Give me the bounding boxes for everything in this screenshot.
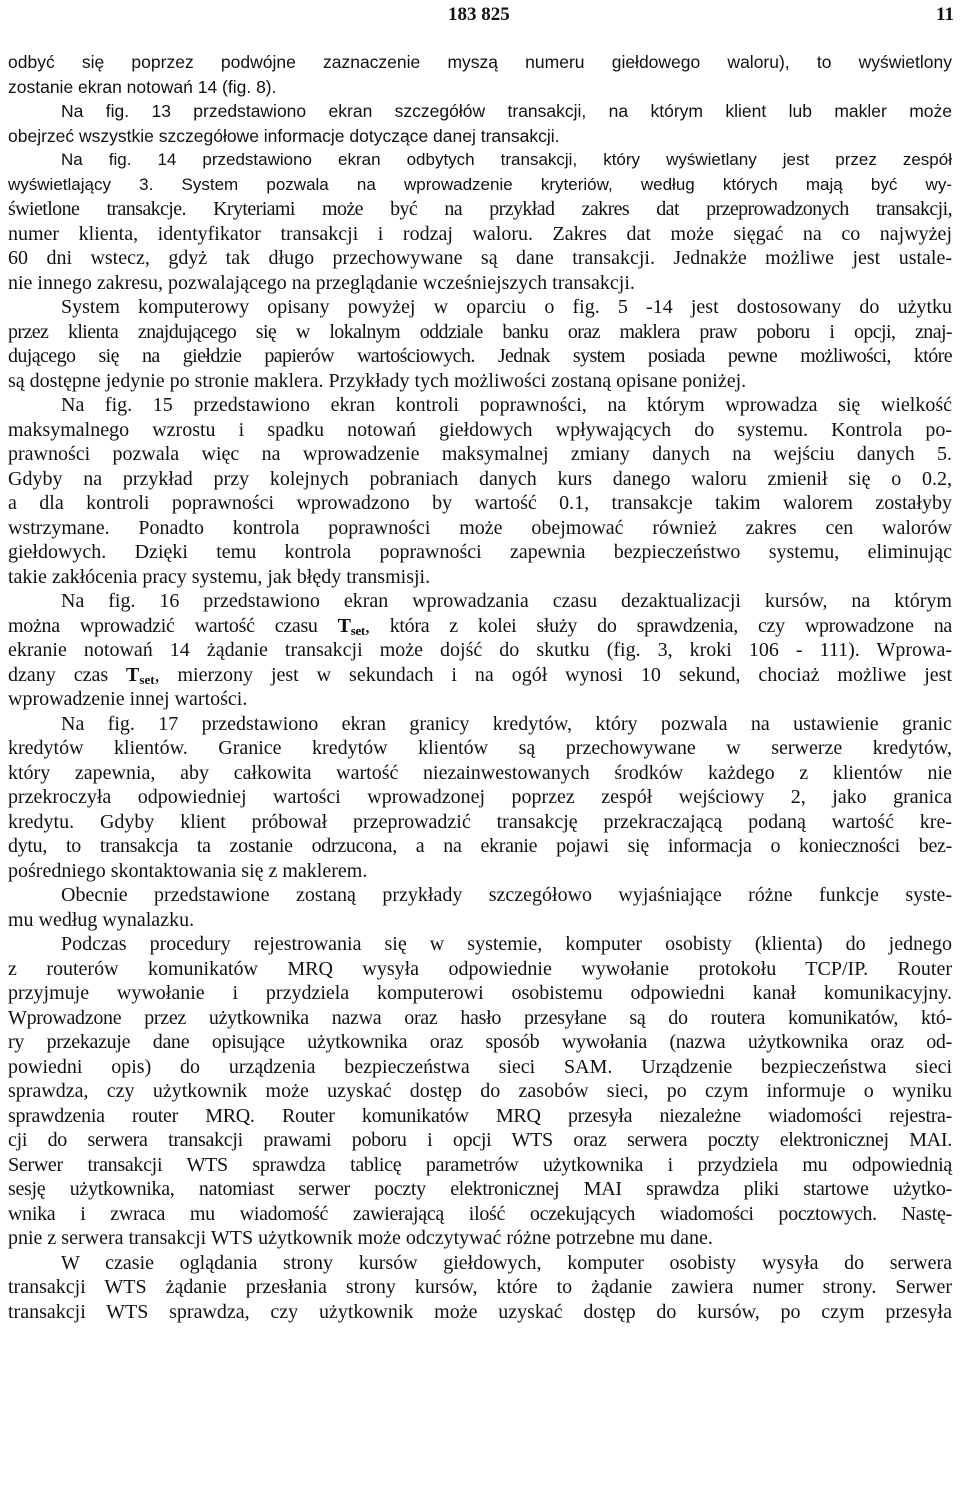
t-set-symbol: T [337,614,351,637]
t-set-symbol: T [126,663,140,686]
text-line: przyjmuje wywołanie i przydziela komputerowi osobistemu odpowiedni kanał komunikacyjny. [8,982,952,1004]
text-line: z routerów komunikatów MRQ wysyła odpowiednie wywołanie protokołu TCP/IP. Router [8,957,952,980]
text-line: dytu, to transakcja ta zostanie odrzucona, a na ekranie pojawi się informacja o konieczności bez- [8,835,952,857]
text-fragment: można wprowadzić wartość czasu [8,614,338,637]
text-line: sesję użytkownika, natomiast serwer poczty elektronicznej MAI sprawdza pliki startowe użytko- [8,1178,952,1200]
text-line: obejrzeć wszystkie szczegółowe informacje dotyczące danej transakcji. [8,125,560,146]
text-line: System komputerowy opisany powyżej w oparciu o fig. 5 -14 jest dostosowany do użytku [61,296,952,318]
text-line: są dostępne jedynie po stronie maklera. Przykłady tych możliwości zostaną opisane poniżej. [8,369,747,392]
text-line: Podczas procedury rejestrowania się w systemie, komputer osobisty (klienta) do jednego [61,933,952,955]
text-line: wyświetlający 3. System pozwala na wprowadzenie kryteriów, według których mają być wy- [8,174,952,194]
text-line: 60 dni wstecz, gdyż tak długo przechowywane są dane transakcji. Jednakże możliwe jest ustale- [8,247,952,269]
text-line: maksymalnego wzrostu i spadku notowań giełdowych wpływających do systemu. Kontrola po- [8,418,952,441]
text-line: Na fig. 14 przedstawiono ekran odbytych transakcji, który wyświetlany jest przez zespół [61,150,952,169]
text-fragment: , mierzony jest w sekundach i na ogół wynosi 10 sekund, chociaż możliwe jest [154,663,953,686]
t-set-subscript: set [139,671,155,687]
text-line: dującego się na giełdzie papierów wartościowych. Jednak system posiada pewne możliwości, które [8,345,952,367]
text-fragment: , która z kolei służy do sprawdzenia, czy wprowadzone na [364,614,953,637]
text-line: zostanie ekran notowań 14 (fig. 8). [8,76,277,97]
text-line: cji do serwera transakcji prawami poboru i opcji WTS oraz serwera poczty elektronicznej MAI. [8,1129,952,1151]
text-line: odbyć się poprzez podwójne zaznaczenie myszą numeru giełdowego waloru), to wyświetlony [8,52,952,72]
text-line: kredytów klientów. Granice kredytów klientów są przechowywane w serwerze kredytów, [8,737,952,759]
text-line: pośredniego skontaktowania się z maklerem. [8,859,368,882]
text-line: Serwer transakcji WTS sprawdza tablicę parametrów użytkownika i przydziela mu odpowiednią [8,1153,952,1176]
page-header [0,2,960,30]
text-line: przekroczyła odpowiedniej wartości wprowadzonej poprzez zespół wejściowy 2, jako granica [8,786,952,808]
text-line: wstrzymane. Ponadto kontrola poprawności może obejmować również zakres cen walorów [8,516,952,539]
text-line [8,663,952,688]
text-line: Gdyby na przykład przy kolejnych pobraniach danych kurs danego waloru zmienił się o 0.2, [8,467,952,490]
text-line: a dla kontroli poprawności wprowadzono by wartość 0.1, transakcje takim walorem zostałyby [8,492,952,514]
text-line: Na fig. 16 przedstawiono ekran wprowadzania czasu dezaktualizacji kursów, na którym [61,590,952,612]
text-line: powiedni opis) do urządzenia bezpieczeństwa sieci SAM. Urządzenie bezpieczeństwa sieci [8,1055,952,1078]
text-line: Wprowadzone przez użytkownika nazwa oraz hasło przesyłane są do routera komunikatów, któ- [8,1006,952,1029]
text-fragment: dzany czas [8,663,127,686]
text-line: numer klienta, identyfikator transakcji i rodzaj waloru. Zakres dat może sięgać na co najwyżej [8,222,952,245]
text-line: kredytu. Gdyby klient próbował przeprowadzić transakcję przekraczającą podaną wartość kre- [8,810,952,833]
text-line: ry przekazuje dane opisujące użytkownika oraz sposób wywołania (nazwa użytkownika oraz od- [8,1031,952,1053]
text-line: nie innego zakresu, pozwalającego na przeglądanie wcześniejszych transakcji. [8,271,635,294]
text-line: Na fig. 15 przedstawiono ekran kontroli poprawności, na którym wprowadza się wielkość [61,394,952,416]
text-line: W czasie oglądania strony kursów giełdowych, komputer osobisty wysyła do serwera [61,1251,952,1274]
t-set-subscript: set [350,622,365,638]
text-line: Na fig. 13 przedstawiono ekran szczegółów transakcji, na którym klient lub makler może [61,101,952,121]
page-number: 11 [936,4,954,25]
text-line: mu według wynalazku. [8,908,195,931]
text-line: transakcji WTS żądanie przesłania strony kursów, które to żądanie zawiera numer strony. Serwer [8,1276,952,1298]
text-line: wprowadzenie innej wartości. [8,688,248,710]
text-line: wnika i zwraca mu wiadomość zawierającą ilość oczekujących wiadomości pocztowych. Nastę- [8,1202,952,1225]
text-line: świetlone transakcje. Kryteriami może być na przykład zakres dat przeprowadzonych transakcji, [8,198,952,220]
body-text [8,50,952,1324]
patent-number: 183 825 [448,4,510,25]
text-line: transakcji WTS sprawdza, czy użytkownik może uzyskać dostęp do kursów, po czym przesyła [8,1300,952,1323]
text-line: przez klienta znajdującego się w lokalnym oddziale banku oraz maklera praw poboru i opcji, znaj- [8,320,952,343]
text-line: sprawdzenia router MRQ. Router komunikatów MRQ przesyła niezależne wiadomości rejestra- [8,1104,952,1127]
text-line: który zapewnia, aby całkowita wartość niezainwestowanych środków każdego z klientów nie [8,761,952,784]
text-line: ekranie notowań 14 żądanie transakcji może dojść do skutku (fig. 3, kroki 106 - 111). Wprowa- [8,639,952,661]
text-line: takie zakłócenia pracy systemu, jak błędy transmisji. [8,565,431,588]
text-line [8,614,952,639]
text-line: giełdowych. Dzięki temu kontrola poprawności zapewnia bezpieczeństwo systemu, eliminując [8,541,952,563]
text-line: Na fig. 17 przedstawiono ekran granicy kredytów, który pozwala na ustawienie granic [61,712,952,735]
text-line: Obecnie przedstawione zostaną przykłady szczegółowo wyjaśniające różne funkcje syste- [61,884,952,906]
text-line: pnie z serwera transakcji WTS użytkownik może odczytywać różne potrzebne mu dane. [8,1227,713,1249]
text-line: sprawdza, czy użytkownik może uzyskać dostęp do zasobów sieci, po czym informuje o wyniku [8,1080,952,1102]
text-line: prawności pozwala więc na wprowadzenie maksymalnej zmiany danych na wejściu danych 5. [8,443,952,465]
